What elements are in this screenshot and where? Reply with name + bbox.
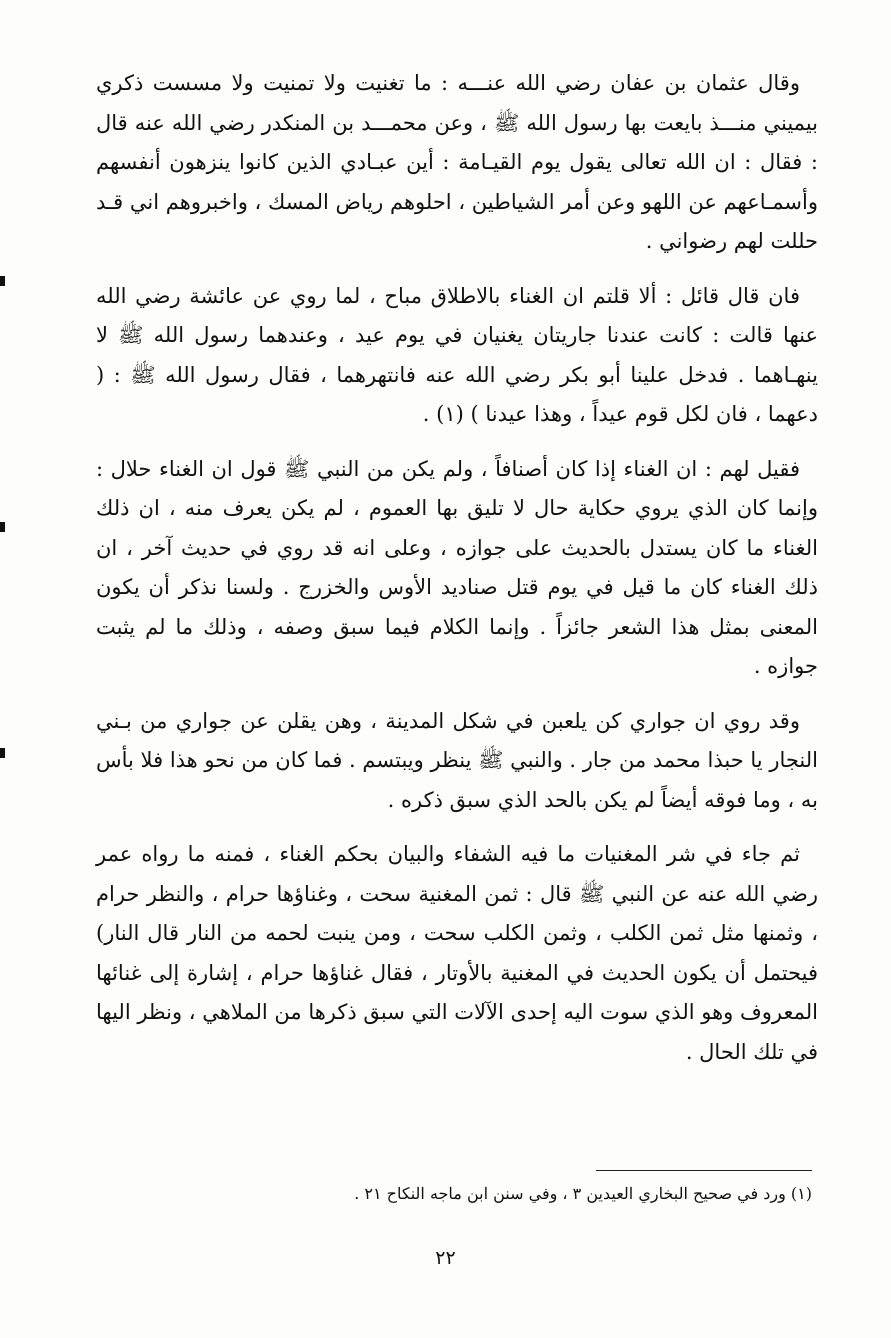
margin-mark: [0, 276, 5, 286]
margin-mark: [0, 522, 5, 532]
paragraph-singing-women: ثم جاء في شر المغنيات ما فيه الشفاء والبيان بحكم الغناء ، فمنه ما رواه عمر رضي الله عنه عن النبي ﷺ قال : ثمن المغنية سحت ، وغناؤها حرام ، والنظر حرام ، وثمنها مثل ثمن الكلب ، وثمن الكلب سحت ، ومن ينبت لحمه من النار قال النار) فيحتمل أن يكون الحديث في المغنية بالأوتار ، فقال غناؤها حرام ، إشارة إلى غنائها المعروف وهو الذي سوت اليه إحدى الآلات التي سبق ذكرها من الملاهي ، ونظر اليها في تلك الحال .: [96, 842, 818, 1064]
paragraph-medina-girls: وقد روي ان جواري كن يلعبن في شكل المدينة ، وهن يقلن عن جواري من بـني النجار يا حبذا محمد من جار . والنبي ﷺ ينظر ويبتسم . فما كان من نحو هذا فلا بأس به ، وما فوقه أيضاً لم يكن بالحد الذي سبق ذكره .: [96, 708, 818, 812]
margin-mark: [0, 748, 5, 758]
footnote: (١) ورد في صحيح البخاري العيدين ٣ ، وفي سنن ابن ماجه النكاح ٢١ .: [354, 1184, 812, 1203]
paragraph-reply: فقيل لهم : ان الغناء إذا كان أصنافاً ، ولم يكن من النبي ﷺ قول ان الغناء حلال : وإنما كان الذي يروي حكاية حال لا تليق بها العموم ، لم يكن يعرف منه ، ان ذلك الغناء ما كان يستدل بالحديث على جوازه ، وعلى انه قد روي في حديث آخر ، ان ذلك الغناء كان ما قيل في يوم قتل صناديد الأوس والخزرج . ولسنا نذكر أن يكون المعنى بمثل هذا الشعر جائزاً . وإنما الكلام فيما سبق وصفه ، وذلك ما لم يثبت جوازه .: [96, 456, 818, 678]
main-text: [96, 64, 818, 1072]
paragraph-objection: فان قال قائل : ألا قلتم ان الغناء بالاطلاق مباح ، لما روي عن عائشة رضي الله عنها قالت : كانت عندنا جاريتان يغنيان في يوم عيد ، وعندهما رسول الله ﷺ لا ينهـاهما . فدخل علينا أبو بكر رضي الله عنه فانتهرهما ، فقال رسول الله ﷺ : ( دعهما ، فان لكل قوم عيداً ، وهذا عيدنا ) (١) .: [96, 283, 818, 426]
paragraph-uthman-quote: وقال عثمان بن عفان رضي الله عنـــه : ما تغنيت ولا تمنيت ولا مسست ذكري بيميني منـــذ بايعت بها رسول الله ﷺ ، وعن محمـــد بن المنكدر رضي الله عنه قال : فقال : ان الله تعالى يقول يوم القيـامة : أين عبـادي الذين كانوا ينزهون أنفسهم وأسمـاعهم عن اللهو وعن أمر الشياطين ، احلوهم رياض المسك ، واخبروهم اني قـد حللت لهم رضواني .: [96, 71, 818, 253]
footnote-divider: [596, 1170, 812, 1171]
page-number: ٢٢: [435, 1247, 456, 1269]
